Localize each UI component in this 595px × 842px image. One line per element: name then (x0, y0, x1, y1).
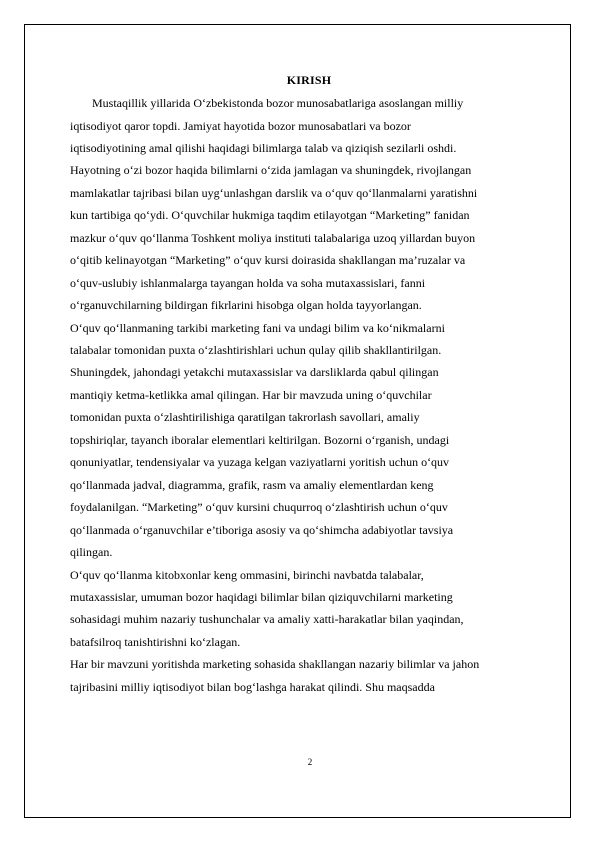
text-line: Shuningdek, jahondagi yetakchi mutaxassislar va darsliklarda qabul qilingan (70, 365, 439, 380)
text-line: Mustaqillik yillarida O‘zbekistonda bozor munosabatlariga asoslangan milliy (92, 96, 464, 110)
text-line: iqtisodiyot qaror topdi. Jamiyat hayotida bozor munosabatlari va bozor (70, 118, 411, 133)
page-title: KIRISH (286, 73, 332, 87)
text-line: tomonidan puxta o‘zlashtirilishiga qaratilgan takrorlash savollari, amaliy (70, 410, 420, 425)
text-line: talabalar tomonidan puxta o‘zlashtirishlari uchun qulay qilib shakllantirilgan. (70, 342, 442, 357)
text-line: sohasidagi muhim nazariy tushunchalar va amaliy xatti-harakatlar bilan yaqindan, (70, 612, 464, 627)
text-line: topshiriqlar, tayanch iboralar elementlari keltirilgan. Bozorni o‘rganish, undagi (70, 432, 450, 447)
text-line: kun tartibiga qo‘ydi. O‘quvchilar hukmiga taqdim etilayotgan “Marketing” fanidan (70, 208, 470, 223)
text-line: o‘qitib kelinayotgan “Marketing” o‘quv kursi doirasida shakllangan ma’ruzalar va (70, 253, 466, 268)
text-line: Har bir mavzuni yoritishda marketing sohasida shakllangan nazariy bilimlar va jahon (70, 657, 480, 672)
text-line: qo‘llanmada o‘rganuvchilar e’tiboriga asosiy va qo‘shimcha adabiyotlar tavsiya (70, 522, 454, 537)
text-line: qonuniyatlar, tendensiyalar va yuzaga kelgan vaziyatlarni yoritish uchun o‘quv (70, 455, 450, 470)
text-line: batafsilroq tanishtirishni ko‘zlagan. (70, 634, 241, 649)
text-line: O‘quv qo‘llanmaning tarkibi marketing fani va undagi bilim va ko‘nikmalarni (70, 320, 445, 335)
text-line: qilingan. (70, 545, 113, 559)
text-line: mazkur o‘quv qo‘llanma Toshkent moliya instituti talabalariga uzoq yillardan buyon (70, 230, 476, 245)
text-line: mutaxassislar, umuman bozor haqidagi bilimlar bilan qiziquvchilarni marketing (70, 589, 453, 604)
text-line: tajribasini milliy iqtisodiyot bilan bog‘lashga harakat qilindi. Shu maqsadda (70, 679, 435, 694)
text-line: foydalanilgan. “Marketing” o‘quv kursini chuqurroq o‘zlashtirish uchun o‘quv (70, 500, 448, 515)
text-line: O‘quv qo‘llanma kitobxonlar keng ommasini, birinchi navbatda talabalar, (70, 567, 424, 582)
text-line: o‘rganuvchilarning bildirgan fikrlarini hisobga olgan holda tayyorlangan. (70, 298, 422, 312)
text-line: mantiqiy ketma-ketlikka amal qilingan. Har bir mavzuda uning o‘quvchilar (70, 387, 432, 402)
text-line: iqtisodiyotining amal qilishi haqidagi bilimlarga talab va qiziqish sezilarli oshdi. (70, 140, 457, 155)
text-line: Hayotning o‘zi bozor haqida bilimlarni o‘zida jamlagan va shuningdek, rivojlangan (70, 163, 472, 178)
text-line: o‘quv-uslubiy ishlanmalarga tayangan holda va soha mutaxassislari, fanni (70, 275, 426, 290)
page-number: 2 (307, 757, 313, 767)
text-line: qo‘llanmada jadval, diagramma, grafik, rasm va amaliy elementlardan keng (70, 477, 434, 492)
text-line: mamlakatlar tajribasi bilan uyg‘unlashgan darslik va o‘quv qo‘llanmalarni yaratishni (70, 185, 478, 200)
